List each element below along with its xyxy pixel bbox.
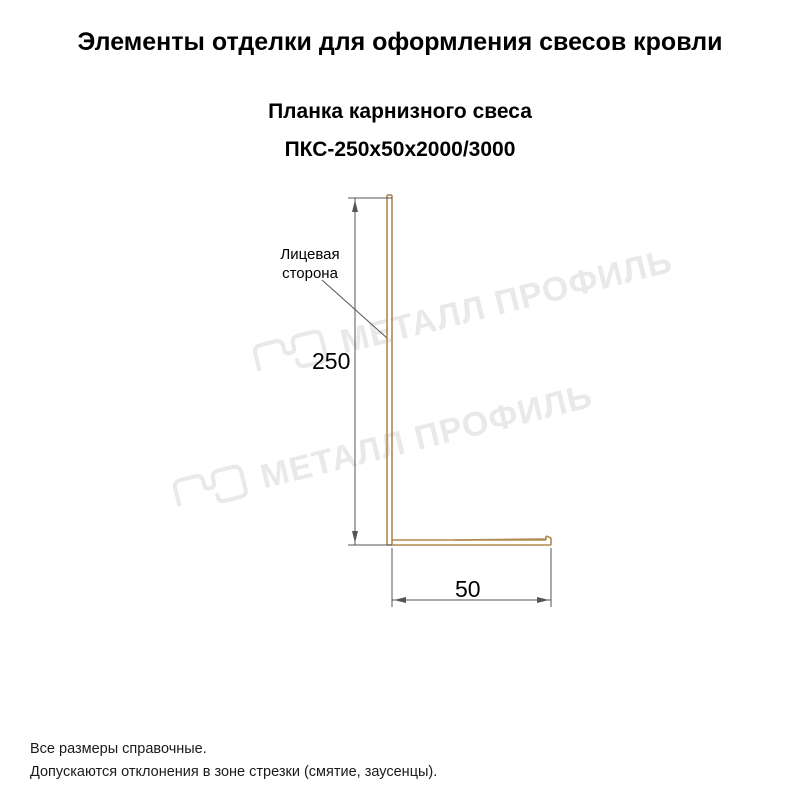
page-title: Элементы отделки для оформления свесов кровли <box>77 28 723 56</box>
callout-front-side <box>245 245 375 283</box>
technical-drawing <box>0 170 800 630</box>
product-name: Планка карнизного свеса <box>268 100 532 123</box>
profile-outline <box>387 195 551 545</box>
watermark-text: МЕТАЛЛ ПРОФИЛЬ <box>336 242 677 362</box>
callout-line-2: сторона <box>282 265 338 282</box>
footnote-line-1: Все размеры справочные. <box>30 741 207 757</box>
footnotes <box>30 738 437 784</box>
product-model: ПКС-250x50x2000/3000 <box>284 138 516 161</box>
watermark-text: МЕТАЛЛ ПРОФИЛЬ <box>256 377 597 497</box>
dimension-width-label: 50 <box>455 576 481 602</box>
footnote-line-2: Допускаются отклонения в зоне стрезки (смятие, заусенцы). <box>30 764 438 780</box>
dimension-height-label: 250 <box>312 348 351 374</box>
callout-line-1: Лицевая <box>280 246 340 263</box>
